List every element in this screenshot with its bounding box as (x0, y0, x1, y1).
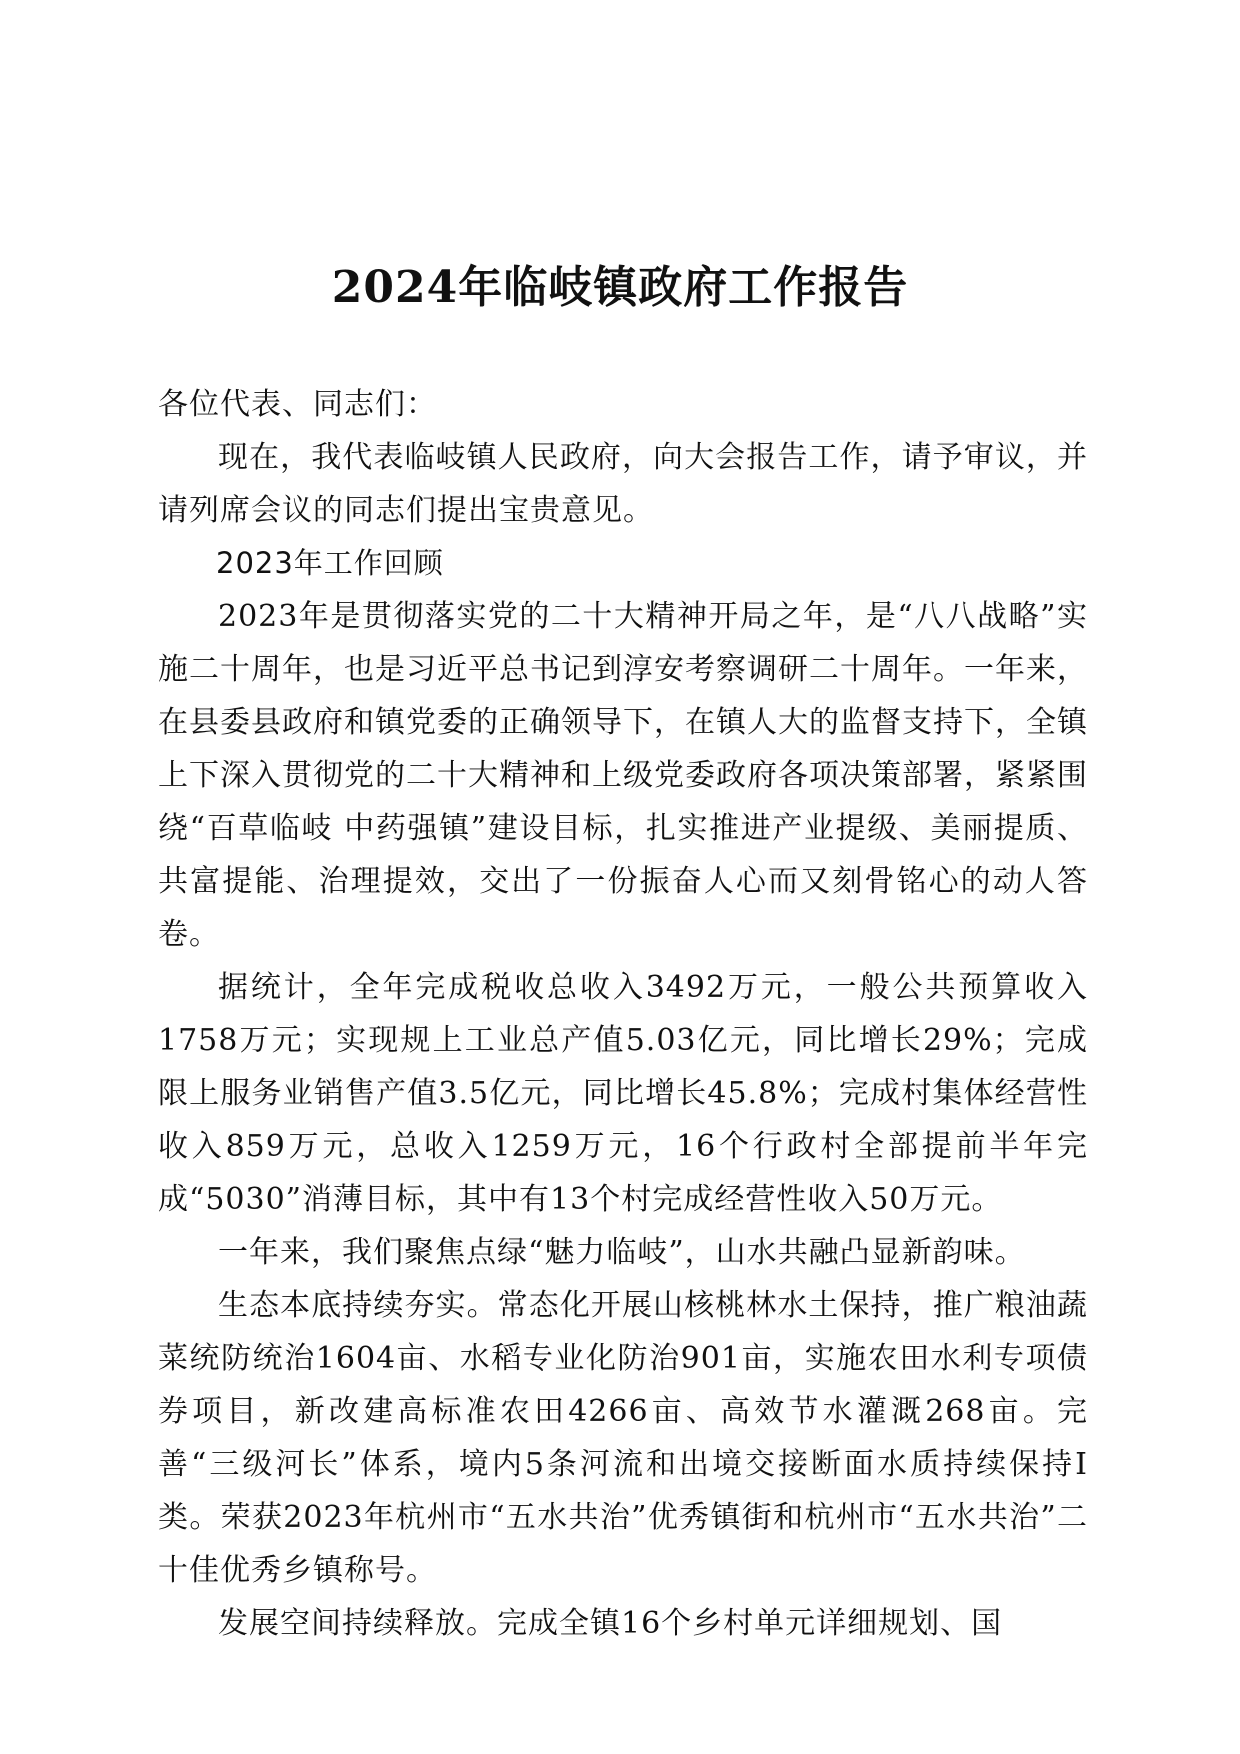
section-heading: 2023年工作回顾 (216, 546, 444, 580)
paragraph-overview: 2023年是贯彻落实党的二十大精神开局之年，是“八八战略”实施二十周年，也是习近平总书记到淳安考察调研二十周年。一年来，在县委县政府和镇党委的正确领导下，在镇人大的监督支持下，全镇上下深入贯彻党的二十大精神和上级党委政府各项决策部署，紧紧围绕“百草临岐 中药强镇”建设目标，扎实推进产业提级、美丽提质、共富提能、治理提效，交出了一份振奋人心而又刻骨铭心的动人答卷。 (158, 599, 1088, 952)
paragraph-focus: 一年来，我们聚焦点绿“魅力临岐”，山水共融凸显新韵味。 (218, 1235, 1026, 1270)
salutation: 各位代表、同志们： (158, 387, 437, 422)
paragraph-statistics: 据统计，全年完成税收总收入3492万元，一般公共预算收入1758万元；实现规上工业总产值5.03亿元，同比增长29%；完成限上服务业销售产值3.5亿元，同比增长45.8%；完成村集体经营性收入859万元，总收入1259万元，16个行政村全部提前半年完成“5030”消薄目标，其中有13个村完成经营性收入50万元。 (158, 970, 1088, 1217)
page-title: 2024年临岐镇政府工作报告 (331, 262, 909, 313)
document-body (158, 378, 1088, 1650)
paragraph-ecology: 生态本底持续夯实。常态化开展山核桃林水土保持，推广粮油蔬菜统防统治1604亩、水稻专业化防治901亩，实施农田水利专项债券项目，新改建高标准农田4266亩、高效节水灌溉268亩。完善“三级河长”体系，境内5条河流和出境交接断面水质持续保持I类。荣获2023年杭州市“五水共治”优秀镇街和杭州市“五水共治”二十佳优秀乡镇称号。 (158, 1288, 1088, 1588)
paragraph-intro: 现在，我代表临岐镇人民政府，向大会报告工作，请予审议，并请列席会议的同志们提出宝贵意见。 (158, 440, 1088, 528)
paragraph-development: 发展空间持续释放。完成全镇16个乡村单元详细规划、国 (218, 1606, 1003, 1641)
